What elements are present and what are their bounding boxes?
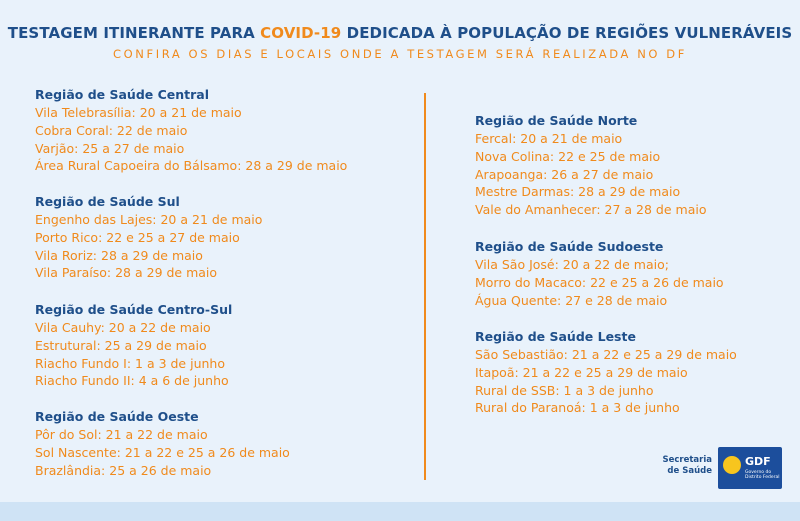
secretaria-saude-logo bbox=[660, 455, 712, 477]
region-heading: Região de Saúde Leste bbox=[475, 329, 636, 344]
list-item: Vila Cauhy: 20 a 22 de maio bbox=[35, 320, 211, 335]
list-item: Rural de SSB: 1 a 3 de junho bbox=[475, 382, 654, 398]
gdf-label: GDF bbox=[745, 455, 771, 468]
secretaria-line-1: Secretaria bbox=[662, 455, 712, 465]
region-list bbox=[35, 426, 290, 479]
list-item: Vale do Amanhecer: 27 a 28 de maio bbox=[475, 202, 707, 218]
region-sul bbox=[35, 193, 262, 282]
list-item: Arapoanga: 26 a 27 de maio bbox=[475, 166, 654, 182]
list-item: Varjão: 25 a 27 de maio bbox=[35, 140, 185, 156]
region-heading: Região de Saúde Central bbox=[35, 87, 210, 102]
region-centro-sul bbox=[35, 301, 232, 390]
region-list bbox=[35, 104, 347, 175]
list-item: Pôr do Sol: 21 a 22 de maio bbox=[35, 427, 208, 442]
region-norte bbox=[475, 112, 706, 219]
list-item: Morro do Macaco: 22 e 25 a 26 de maio bbox=[475, 274, 724, 290]
list-item: Riacho Fundo I: 1 a 3 de junho bbox=[35, 355, 225, 371]
list-item: Itapoã: 21 a 22 e 25 a 29 de maio bbox=[475, 364, 688, 380]
list-item: Brazlândia: 25 a 26 de maio bbox=[35, 462, 212, 478]
gdf-sublabel: Governo do Distrito Federal bbox=[745, 470, 780, 480]
list-item: Mestre Darmas: 28 a 29 de maio bbox=[475, 184, 681, 200]
region-list bbox=[475, 256, 724, 309]
list-item: Área Rural Capoeira do Bálsamo: 28 a 29 de maio bbox=[35, 158, 348, 174]
list-item: Vila Paraíso: 28 a 29 de maio bbox=[35, 265, 218, 281]
list-item: Vila Telebrasília: 20 a 21 de maio bbox=[35, 105, 242, 120]
list-item: Vila São José: 20 a 22 de maio; bbox=[475, 257, 669, 272]
region-list bbox=[35, 319, 232, 390]
region-heading: Região de Saúde Oeste bbox=[35, 409, 199, 424]
page-title bbox=[0, 24, 800, 42]
region-list bbox=[475, 130, 706, 219]
list-item: Vila Roriz: 28 a 29 de maio bbox=[35, 247, 203, 263]
list-item: Nova Colina: 22 e 25 de maio bbox=[475, 148, 661, 164]
region-heading: Região de Saúde Norte bbox=[475, 113, 638, 128]
list-item: Porto Rico: 22 e 25 a 27 de maio bbox=[35, 229, 240, 245]
gdf-logo bbox=[718, 447, 782, 489]
list-item: São Sebastião: 21 a 22 e 25 a 29 de maio bbox=[475, 347, 737, 362]
secretaria-line-2: de Saúde bbox=[667, 466, 712, 476]
region-list bbox=[475, 346, 737, 417]
column-divider bbox=[424, 93, 426, 480]
list-item: Fercal: 20 a 21 de maio bbox=[475, 131, 623, 146]
region-oeste bbox=[35, 408, 290, 479]
list-item: Cobra Coral: 22 de maio bbox=[35, 122, 188, 138]
region-sudoeste bbox=[475, 238, 724, 309]
title-text-1: TESTAGEM ITINERANTE PARA bbox=[7, 24, 261, 42]
sun-icon bbox=[723, 456, 741, 474]
list-item: Engenho das Lajes: 20 a 21 de maio bbox=[35, 212, 263, 227]
region-heading: Região de Saúde Sudoeste bbox=[475, 239, 664, 254]
title-text-2: DEDICADA À POPULAÇÃO DE REGIÕES VULNERÁVEIS bbox=[341, 24, 793, 42]
region-list bbox=[35, 211, 262, 282]
list-item: Riacho Fundo II: 4 a 6 de junho bbox=[35, 373, 229, 389]
region-central bbox=[35, 86, 347, 175]
list-item: Água Quente: 27 e 28 de maio bbox=[475, 292, 668, 308]
region-heading: Região de Saúde Centro-Sul bbox=[35, 302, 233, 317]
region-heading: Região de Saúde Sul bbox=[35, 194, 180, 209]
list-item: Rural do Paranoá: 1 a 3 de junho bbox=[475, 400, 680, 416]
region-leste bbox=[475, 328, 737, 417]
list-item: Sol Nascente: 21 a 22 e 25 a 26 de maio bbox=[35, 444, 290, 460]
list-item: Estrutural: 25 a 29 de maio bbox=[35, 337, 207, 353]
title-highlight: COVID-19 bbox=[260, 24, 342, 42]
page-subtitle: CONFIRA OS DIAS E LOCAIS ONDE A TESTAGEM SERÁ REALIZADA NO DF bbox=[113, 47, 687, 61]
